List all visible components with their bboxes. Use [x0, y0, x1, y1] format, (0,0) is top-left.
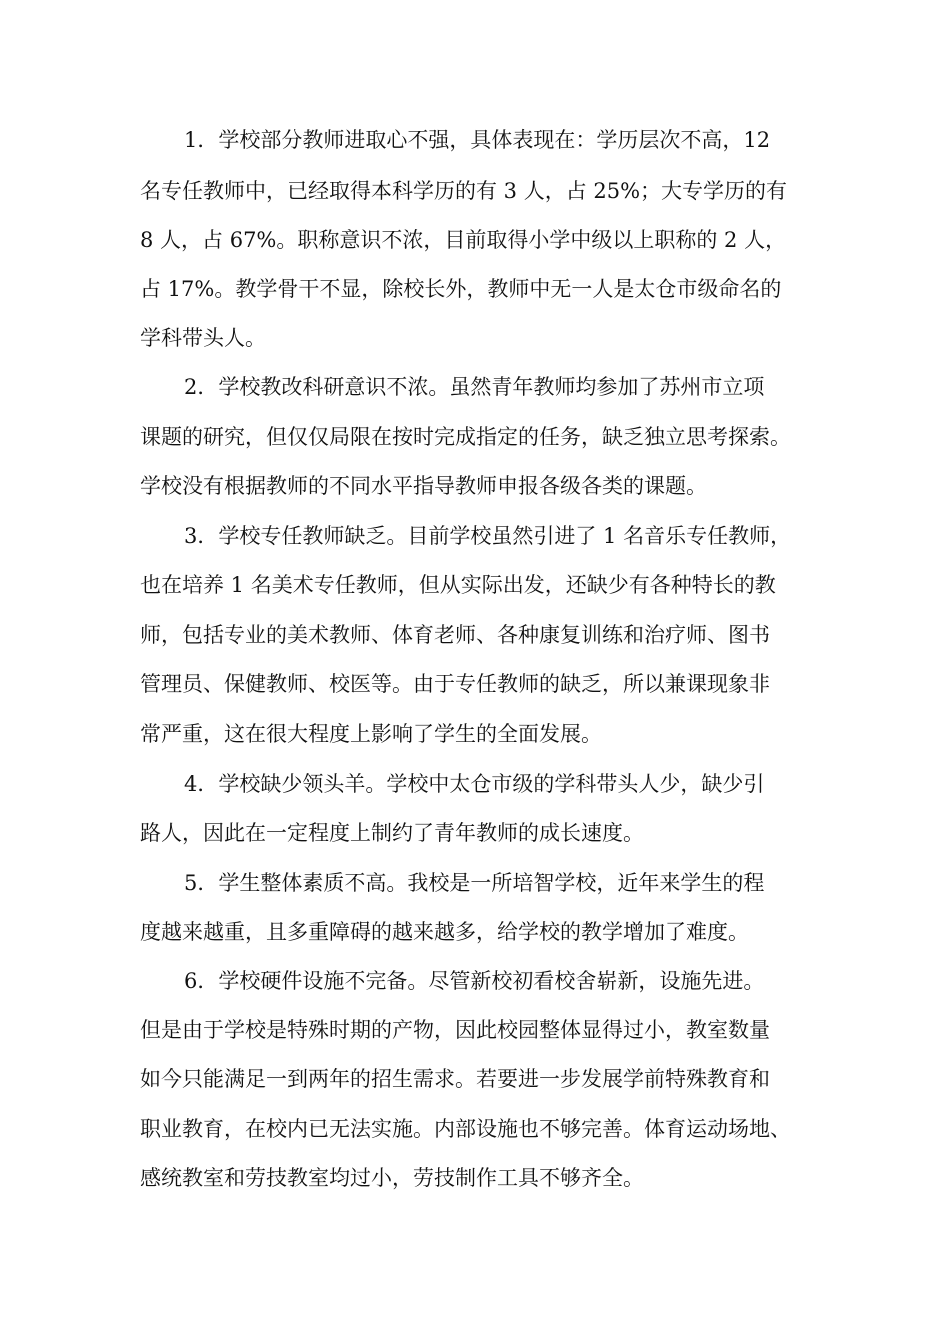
paragraph-1-line-4: 占 17%。教学骨干不显，除校长外，教师中无一人是太仓市级命名的 [140, 277, 782, 301]
paragraph-6-line-5: 感统教室和劳技教室均过小，劳技制作工具不够齐全。 [140, 1166, 644, 1190]
paragraph-2-line-1: 2．学校教改科研意识不浓。虽然青年教师均参加了苏州市立项 [184, 375, 765, 399]
paragraph-5-line-2: 度越来越重，且多重障碍的越来越多，给学校的教学增加了难度。 [140, 920, 749, 944]
paragraph-6-line-2: 但是由于学校是特殊时期的产物，因此校园整体显得过小，教室数量 [140, 1018, 770, 1042]
paragraph-1-line-1: 1．学校部分教师进取心不强，具体表现在：学历层次不高，12 [184, 128, 771, 152]
paragraph-3-line-2: 也在培养 1 名美术专任教师，但从实际出发，还缺少有各种特长的教 [140, 573, 776, 597]
paragraph-6-line-3: 如今只能满足一到两年的招生需求。若要进一步发展学前特殊教育和 [140, 1067, 770, 1091]
paragraph-6-line-4: 职业教育，在校内已无法实施。内部设施也不够完善。体育运动场地、 [140, 1117, 791, 1141]
paragraph-1-line-5: 学科带头人。 [140, 326, 266, 350]
paragraph-3-line-4: 管理员、保健教师、校医等。由于专任教师的缺乏，所以兼课现象非 [140, 672, 770, 696]
paragraph-1-line-2: 名专任教师中，已经取得本科学历的有 3 人，占 25%；大专学历的有 [140, 179, 788, 203]
paragraph-6-line-1: 6．学校硬件设施不完备。尽管新校初看校舍崭新，设施先进。 [184, 969, 765, 993]
paragraph-4-line-2: 路人，因此在一定程度上制约了青年教师的成长速度。 [140, 821, 644, 845]
paragraph-3-line-5: 常严重，这在很大程度上影响了学生的全面发展。 [140, 722, 602, 746]
paragraph-3-line-1: 3．学校专任教师缺乏。目前学校虽然引进了 1 名音乐专任教师， [184, 524, 792, 548]
paragraph-3-line-3: 师，包括专业的美术教师、体育老师、各种康复训练和治疗师、图书 [140, 623, 770, 647]
paragraph-2-line-2: 课题的研究，但仅仅局限在按时完成指定的任务，缺乏独立思考探索。 [140, 425, 791, 449]
paragraph-2-line-3: 学校没有根据教师的不同水平指导教师申报各级各类的课题。 [140, 474, 707, 498]
paragraph-1-line-3: 8 人，占 67%。职称意识不浓，目前取得小学中级以上职称的 2 人， [140, 228, 787, 252]
paragraph-4-line-1: 4．学校缺少领头羊。学校中太仓市级的学科带头人少，缺少引 [184, 772, 765, 796]
paragraph-5-line-1: 5．学生整体素质不高。我校是一所培智学校，近年来学生的程 [184, 871, 765, 895]
